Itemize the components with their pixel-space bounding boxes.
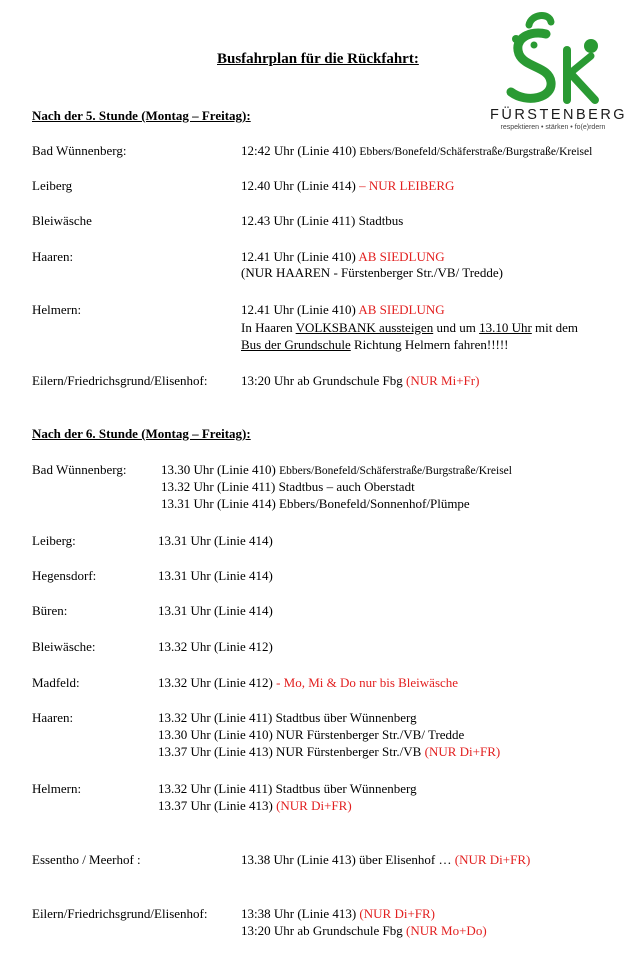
place-label: Bleiwäsche (32, 213, 92, 228)
departure-line: 13.31 Uhr (Linie 414) Ebbers/Bonefeld/Sonnenhof/Plümpe (161, 496, 470, 511)
departure-line: 13:20 Uhr ab Grundschule Fbg (NUR Mi+Fr) (241, 373, 480, 388)
departure-line: 13.31 Uhr (Linie 414) (158, 533, 273, 548)
page-title: Busfahrplan für die Rückfahrt: (217, 51, 419, 67)
place-label: Eilern/Friedrichsgrund/Elisenhof: (32, 906, 208, 921)
logo-text (490, 107, 628, 131)
place-label: Bad Wünnenberg: (32, 143, 127, 158)
place-label: Bad Wünnenberg: (32, 462, 127, 477)
place-label: Essentho / Meerhof : (32, 852, 141, 867)
departure-line: 13.31 Uhr (Linie 414) (158, 603, 273, 618)
departure-line: 13.32 Uhr (Linie 412) - Mo, Mi & Do nur bis Bleiwäsche (158, 675, 459, 690)
departure-line: 13.32 Uhr (Linie 411) Stadtbus – auch Oberstadt (161, 479, 415, 494)
place-label: Helmern: (32, 781, 82, 796)
departure-line: 13.30 Uhr (Linie 410) Ebbers/Bonefeld/Schäferstraße/Burgstraße/Kreisel (161, 462, 512, 477)
place-label: Bleiwäsche: (32, 639, 96, 654)
departure-note: (NUR HAAREN - Fürstenberger Str./VB/ Tredde) (241, 265, 503, 280)
departure-line: 13.32 Uhr (Linie 411) Stadtbus über Wünnenberg (158, 781, 417, 796)
place-label: Büren: (32, 603, 68, 618)
section-6-heading: Nach der 6. Stunde (Montag – Freitag): (32, 426, 251, 441)
departure-line: 13.37 Uhr (Linie 413) (NUR Di+FR) (158, 798, 352, 813)
departure-line: 12.41 Uhr (Linie 410) AB SIEDLUNG (241, 249, 445, 264)
place-label: Haaren: (32, 710, 74, 725)
departure-line: 13.30 Uhr (Linie 410) NUR Fürstenberger Str./VB/ Tredde (158, 727, 465, 742)
departure-line: 13.37 Uhr (Linie 413) NUR Fürstenberger Str./VB (NUR Di+FR) (158, 744, 501, 759)
departure-line: 12.43 Uhr (Linie 411) Stadtbus (241, 213, 404, 228)
logo-tagline: respektieren • stärken • fo(e)rdern (500, 124, 606, 131)
departure-line: 13.32 Uhr (Linie 412) (158, 639, 273, 654)
place-label: Haaren: (32, 249, 74, 264)
departure-note: Bus der Grundschule Richtung Helmern fahren!!!!! (241, 337, 509, 352)
place-label: Madfeld: (32, 675, 80, 690)
departure-line: 13:38 Uhr (Linie 413) (NUR Di+FR) (241, 906, 436, 921)
place-label: Leiberg: (32, 533, 76, 548)
departure-line: 12.41 Uhr (Linie 410) AB SIEDLUNG (241, 302, 445, 317)
departure-line: 12:42 Uhr (Linie 410) Ebbers/Bonefeld/Schäferstraße/Burgstraße/Kreisel (241, 143, 593, 158)
departure-note: In Haaren VOLKSBANK aussteigen und um 13.10 Uhr mit dem (241, 320, 579, 335)
departure-line: 13.31 Uhr (Linie 414) (158, 568, 273, 583)
place-label: Helmern: (32, 302, 82, 317)
place-label: Eilern/Friedrichsgrund/Elisenhof: (32, 373, 208, 388)
departure-line: 12.40 Uhr (Linie 414) – NUR LEIBERG (241, 178, 455, 193)
section-5-heading: Nach der 5. Stunde (Montag – Freitag): (32, 108, 251, 123)
logo-name: FÜRSTENBERG (490, 107, 628, 123)
place-label: Leiberg (32, 178, 73, 193)
departure-line: 13:20 Uhr ab Grundschule Fbg (NUR Mo+Do) (241, 923, 487, 938)
place-label: Hegensdorf: (32, 568, 97, 583)
departure-line: 13.38 Uhr (Linie 413) über Elisenhof … (NUR Di+FR) (241, 852, 531, 867)
departure-line: 13.32 Uhr (Linie 411) Stadtbus über Wünnenberg (158, 710, 417, 725)
